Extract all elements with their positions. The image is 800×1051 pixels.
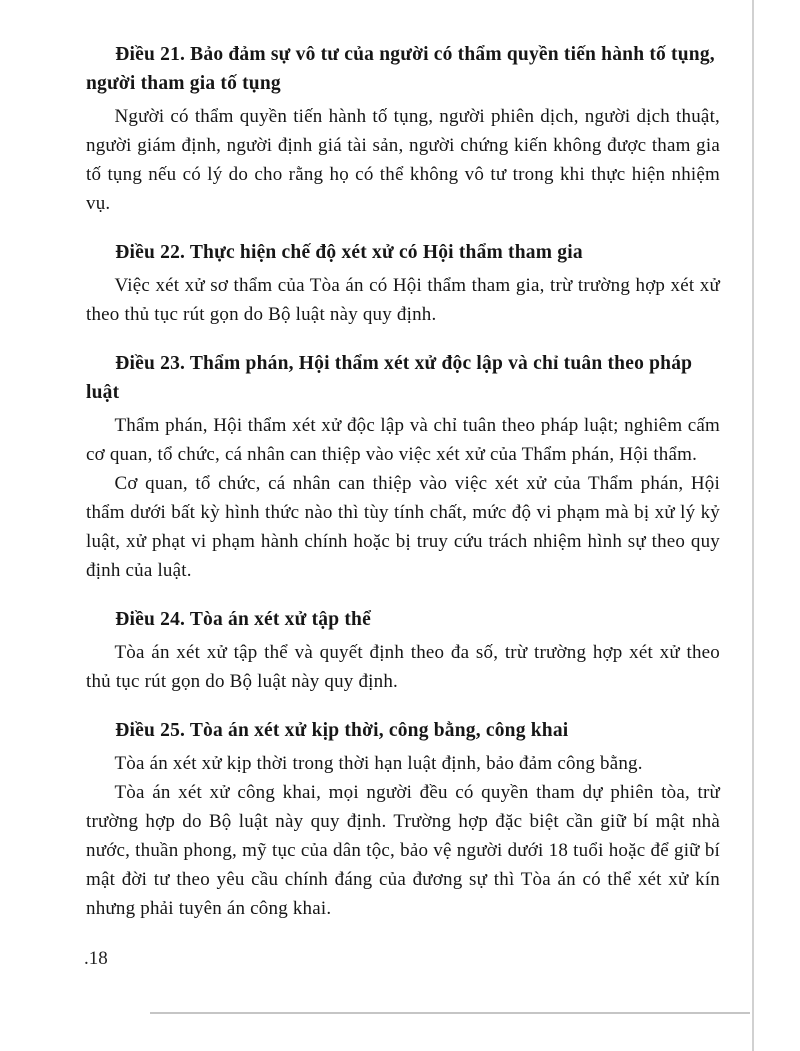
body-paragraph: Thẩm phán, Hội thẩm xét xử độc lập và chỉ tuân theo pháp luật; nghiêm cấm cơ quan, tổ chức, cá nhân can thiệp vào việc xét xử của Thẩm phán, Hội thẩm. (86, 415, 720, 465)
page-number: .18 (84, 948, 108, 969)
article-heading: Điều 22. Thực hiện chế độ xét xử có Hội thẩm tham gia (115, 242, 583, 263)
article-heading: Điều 24. Tòa án xét xử tập thể (115, 609, 371, 630)
article-heading: Điều 23. Thẩm phán, Hội thẩm xét xử độc lập và chỉ tuân theo pháp luật (86, 353, 693, 403)
body-paragraph: Tòa án xét xử tập thể và quyết định theo đa số, trừ trường hợp xét xử theo thủ tục rút gọn do Bộ luật này quy định. (86, 642, 720, 692)
scan-artifact-vertical-line (752, 0, 754, 1051)
article-heading: Điều 21. Bảo đảm sự vô tư của người có thẩm quyền tiến hành tố tụng, người tham gia tố tụng (86, 44, 715, 94)
body-paragraph: Việc xét xử sơ thẩm của Tòa án có Hội thẩm tham gia, trừ trường hợp xét xử theo thủ tục rút gọn do Bộ luật này quy định. (86, 275, 720, 325)
body-paragraph: Người có thẩm quyền tiến hành tố tụng, người phiên dịch, người dịch thuật, người giám định, người định giá tài sản, người chứng kiến không được tham gia tố tụng nếu có lý do cho rằng họ có thể không vô tư trong khi thực hiện nhiệm vụ. (86, 106, 720, 214)
scan-artifact-bottom-line (150, 1012, 750, 1014)
body-paragraph: Tòa án xét xử kịp thời trong thời hạn luật định, bảo đảm công bằng. (114, 753, 643, 774)
body-paragraph: Tòa án xét xử công khai, mọi người đều có quyền tham dự phiên tòa, trừ trường hợp do Bộ luật này quy định. Trường hợp đặc biệt cần giữ bí mật nhà nước, thuần phong, mỹ tục của dân tộc, bảo vệ người dưới 18 tuổi hoặc để giữ bí mật đời tư theo yêu cầu chính đáng của đương sự thì Tòa án có thể xét xử kín nhưng phải tuyên án công khai. (86, 782, 720, 919)
body-paragraph: Cơ quan, tổ chức, cá nhân can thiệp vào việc xét xử của Thẩm phán, Hội thẩm dưới bất kỳ hình thức nào thì tùy tính chất, mức độ vi phạm mà bị xử lý kỷ luật, xử phạt vi phạm hành chính hoặc bị truy cứu trách nhiệm hình sự theo quy định của luật. (86, 473, 720, 581)
article-heading: Điều 25. Tòa án xét xử kịp thời, công bằng, công khai (115, 720, 569, 741)
